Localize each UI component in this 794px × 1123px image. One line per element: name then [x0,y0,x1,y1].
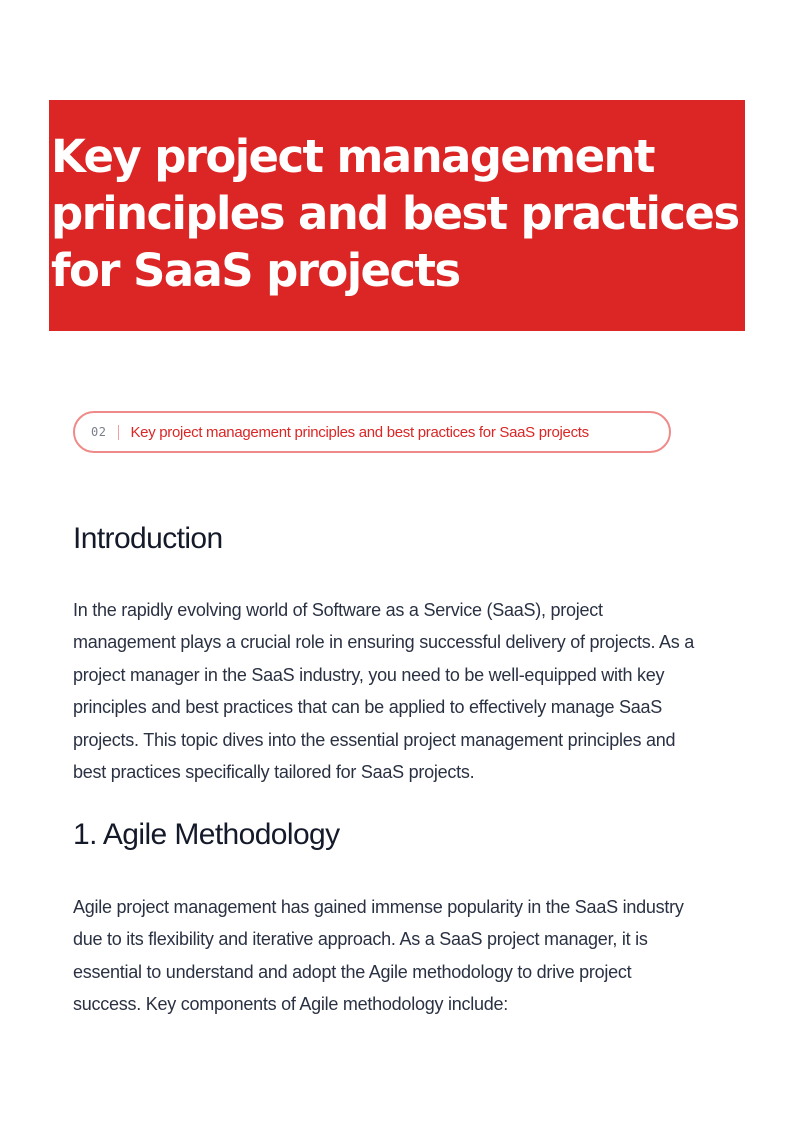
paragraph-line: project manager in the SaaS industry, you need to be well-equipped with key [73,664,665,685]
section-divider [118,425,119,440]
paragraph-line: management plays a crucial role in ensuring successful delivery of projects. As a [73,632,695,653]
paragraph-line: essential to understand and adopt the Agile methodology to drive project [73,961,632,982]
section-label-pill [73,411,671,453]
section-number: 02 [91,425,107,439]
agile-methodology-heading: 1. Agile Methodology [73,818,340,851]
title-banner [49,100,745,331]
paragraph-line: projects. This topic dives into the essential project management principles and [73,729,676,750]
paragraph-line: Agile project management has gained immense popularity in the SaaS industry [73,897,684,917]
page-title [51,128,741,299]
agile-paragraph [73,891,733,1021]
page-title-line: principles and best practices [51,187,739,240]
paragraph-line: due to its flexibility and iterative approach. As a SaaS project manager, it is [73,929,648,950]
introduction-heading: Introduction [73,522,223,555]
page-title-line: Key project management [51,130,654,183]
paragraph-line: principles and best practices that can be applied to effectively manage SaaS [73,697,663,718]
page-title-line: for SaaS projects [51,244,460,297]
paragraph-line: best practices specifically tailored for SaaS projects. [73,762,475,783]
section-title: Key project management principles and best practices for SaaS projects [130,423,589,441]
paragraph-line: success. Key components of Agile methodology include: [73,994,509,1015]
introduction-paragraph [73,594,733,788]
paragraph-line: In the rapidly evolving world of Software as a Service (SaaS), project [73,600,603,620]
